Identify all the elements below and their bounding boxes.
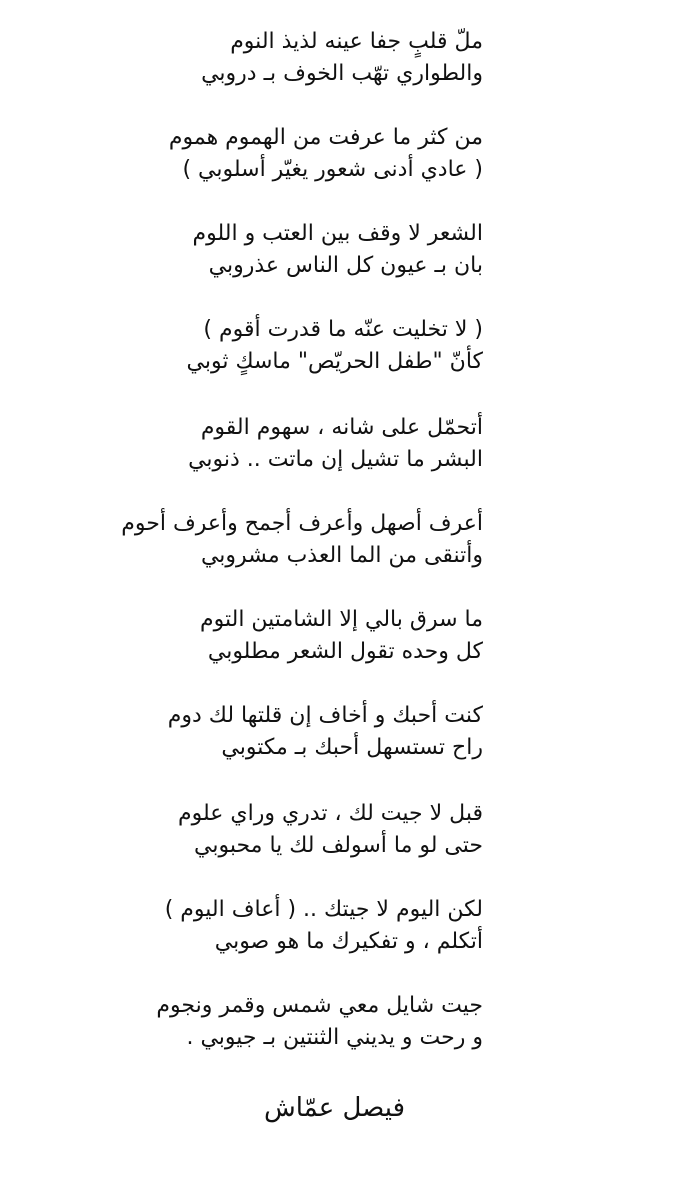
- stanza-7: [43, 604, 483, 668]
- poem-line: والطواري تهّب الخوف بـ دروبي: [201, 61, 483, 86]
- poem-line: وأتنقى من الما العذب مشروبي: [200, 543, 483, 568]
- stanza-9: [43, 798, 483, 862]
- poem-line: بان بـ عيون كل الناس عذروبي: [208, 253, 483, 278]
- poem-line: جيت شايل معي شمس وقمر ونجوم: [156, 993, 483, 1018]
- poem-line: ما سرق بالي إلا الشامتين التوم: [199, 607, 483, 632]
- stanza-4: [43, 314, 483, 378]
- stanza-8: [43, 700, 483, 764]
- poem-line: أتحمّل على شانه ، سهوم القوم: [200, 415, 483, 440]
- stanza-1: [43, 26, 483, 90]
- poem-line: أتكلم ، و تفكيرك ما هو صوبي: [214, 929, 483, 954]
- stanza-10: [43, 894, 483, 958]
- poem: [0, 26, 675, 1146]
- poet-signature: فيصل عمّاش: [264, 1093, 405, 1123]
- poem-line: الشعر لا وقف بين العتب و اللوم: [192, 221, 483, 246]
- stanza-6: [43, 508, 483, 572]
- stanza-2: [43, 122, 483, 186]
- poem-line: ( عادي أدنى شعور يغيّر أسلوبي ): [182, 157, 483, 182]
- poem-line: و رحت و يديني الثنتين بـ جيوبي .: [186, 1025, 483, 1050]
- poem-line: البشر ما تشيل إن ماتت .. ذنوبي: [188, 447, 483, 472]
- stanza-3: [43, 218, 483, 282]
- poem-line: راح تستسهل أحبك بـ مكتوبي: [221, 735, 483, 760]
- poem-line: ملّ قلبٍ جفا عينه لذيذ النوم: [230, 29, 483, 54]
- poem-line: لكن اليوم لا جيتك .. ( أعاف اليوم ): [164, 897, 483, 922]
- poem-line: كنت أحبك و أخاف إن قلتها لك دوم: [167, 703, 483, 728]
- poem-line: كل وحده تقول الشعر مطلوبي: [207, 639, 483, 664]
- poem-line: من كثر ما عرفت من الهموم هموم: [168, 125, 483, 150]
- stanza-11: [43, 990, 483, 1054]
- poem-line: كأنّ "طفل الحريّص" ماسكٍ ثوبي: [186, 349, 483, 374]
- poem-line: أعرف أصهل وأعرف أجمح وأعرف أحوم: [121, 511, 483, 536]
- stanza-5: [43, 412, 483, 476]
- poem-line: حتى لو ما أسولف لك يا محبوبي: [194, 833, 483, 858]
- poem-line: ( لا تخليت عنّه ما قدرت أقوم ): [203, 317, 483, 342]
- poem-line: قبل لا جيت لك ، تدري وراي علوم: [178, 801, 483, 826]
